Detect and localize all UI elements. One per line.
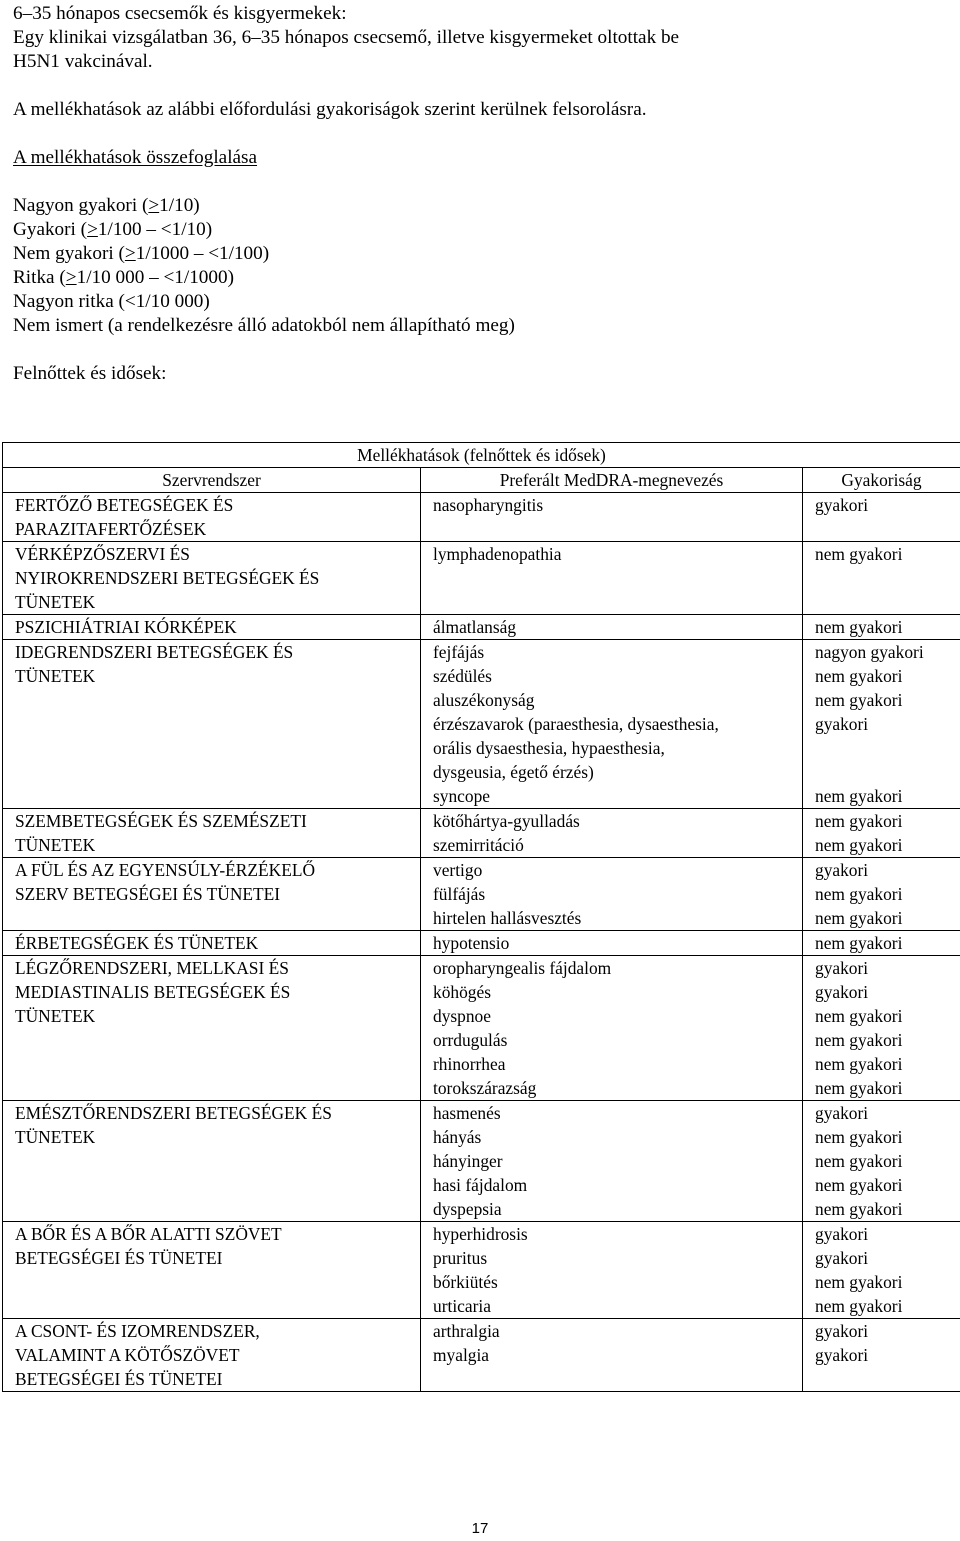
organ-system-cell: IDEGRENDSZERI BETEGSÉGEK ÉS TÜNETEK	[3, 640, 421, 809]
intro-line: A mellékhatások az alábbi előfordulási gyakoriságok szerint kerülnek felsorolásra.	[13, 99, 647, 120]
frequency-item: Nagyon gyakori (>1/10)	[13, 195, 200, 216]
frequency-cell: nem gyakori	[803, 615, 960, 640]
table-row	[3, 640, 960, 809]
intro-line: Egy klinikai vizsgálatban 36, 6–35 hónapos csecsemő, illetve kisgyermeket oltottak be	[13, 27, 680, 48]
organ-system-cell: A BŐR ÉS A BŐR ALATTI SZÖVET BETEGSÉGEI ÉS TÜNETEI	[3, 1222, 421, 1319]
table-title: Mellékhatások (felnőttek és idősek)	[3, 443, 960, 468]
meddra-term-cell: hyperhidrosis pruritus bőrkiütés urticaria	[421, 1222, 803, 1319]
table-row	[3, 858, 960, 931]
frequency-cell: gyakori gyakori nem gyakori nem gyakori nem gyakori nem gyakori	[803, 956, 960, 1101]
organ-system-cell: PSZICHIÁTRIAI KÓRKÉPEK	[3, 615, 421, 640]
frequency-item: Nagyon ritka (<1/10 000)	[13, 291, 210, 312]
organ-system-cell: FERTŐZŐ BETEGSÉGEK ÉS PARAZITAFERTŐZÉSEK	[3, 493, 421, 542]
table-row	[3, 931, 960, 956]
organ-system-cell: LÉGZŐRENDSZERI, MELLKASI ÉS MEDIASTINALIS BETEGSÉGEK ÉS TÜNETEK	[3, 956, 421, 1101]
organ-system-cell: A CSONT- ÉS IZOMRENDSZER, VALAMINT A KÖTŐSZÖVET BETEGSÉGEI ÉS TÜNETEI	[3, 1319, 421, 1392]
column-header: Szervrendszer	[3, 468, 421, 493]
meddra-term-cell: hypotensio	[421, 931, 803, 956]
frequency-list	[13, 194, 959, 338]
meddra-term-cell: fejfájás szédülés aluszékonyság érzészavarok (paraesthesia, dysaesthesia, orális dysaesthesia, hypaesthesia, dysgeusia, égető érzés) syncope	[421, 640, 803, 809]
table-row	[3, 809, 960, 858]
frequency-cell: gyakori gyakori nem gyakori nem gyakori	[803, 1222, 960, 1319]
frequency-cell: gyakori gyakori	[803, 1319, 960, 1392]
table-row	[3, 542, 960, 615]
frequency-cell: nem gyakori	[803, 931, 960, 956]
page-number: 17	[471, 1520, 489, 1537]
frequency-item: Nem ismert (a rendelkezésre álló adatokból nem állapítható meg)	[13, 315, 515, 336]
organ-system-cell: A FÜL ÉS AZ EGYENSÚLY-ÉRZÉKELŐ SZERV BETEGSÉGEI ÉS TÜNETEI	[3, 858, 421, 931]
summary-heading: A mellékhatások összefoglalása	[13, 147, 258, 168]
adverse-reactions-table	[2, 442, 960, 1392]
frequency-item: Ritka (>1/10 000 – <1/1000)	[13, 267, 234, 288]
adults-heading: Felnőttek és idősek:	[13, 363, 167, 384]
meddra-term-cell: álmatlanság	[421, 615, 803, 640]
meddra-term-cell: nasopharyngitis	[421, 493, 803, 542]
meddra-term-cell: kötőhártya-gyulladás szemirritáció	[421, 809, 803, 858]
frequency-cell: nem gyakori nem gyakori	[803, 809, 960, 858]
frequency-cell: nem gyakori	[803, 542, 960, 615]
intro-line: 6–35 hónapos csecsemők és kisgyermekek:	[13, 3, 347, 24]
meddra-term-cell: lymphadenopathia	[421, 542, 803, 615]
frequency-cell: nagyon gyakori nem gyakori nem gyakori gyakori nem gyakori	[803, 640, 960, 809]
table-row	[3, 1319, 960, 1392]
frequency-item: Gyakori (>1/100 – <1/10)	[13, 219, 213, 240]
table-body	[3, 493, 960, 1392]
frequency-cell: gyakori nem gyakori nem gyakori	[803, 858, 960, 931]
meddra-term-cell: hasmenés hányás hányinger hasi fájdalom dyspepsia	[421, 1101, 803, 1222]
meddra-term-cell: oropharyngealis fájdalom köhögés dyspnoe orrdugulás rhinorrhea torokszárazság	[421, 956, 803, 1101]
table-row	[3, 956, 960, 1101]
intro-line: H5N1 vakcinával.	[13, 51, 153, 72]
table-row	[3, 1101, 960, 1222]
organ-system-cell: VÉRKÉPZŐSZERVI ÉS NYIROKRENDSZERI BETEGSÉGEK ÉS TÜNETEK	[3, 542, 421, 615]
table-row	[3, 615, 960, 640]
table-row	[3, 1222, 960, 1319]
frequency-item: Nem gyakori (>1/1000 – <1/100)	[13, 243, 270, 264]
meddra-term-cell: arthralgia myalgia	[421, 1319, 803, 1392]
table-row	[3, 493, 960, 542]
meddra-term-cell: vertigo fülfájás hirtelen hallásvesztés	[421, 858, 803, 931]
column-header: Preferált MedDRA-megnevezés	[421, 468, 803, 493]
organ-system-cell: SZEMBETEGSÉGEK ÉS SZEMÉSZETI TÜNETEK	[3, 809, 421, 858]
document-body	[13, 0, 959, 386]
organ-system-cell: ÉRBETEGSÉGEK ÉS TÜNETEK	[3, 931, 421, 956]
frequency-cell: gyakori nem gyakori nem gyakori nem gyakori nem gyakori	[803, 1101, 960, 1222]
column-header: Gyakoriság	[803, 468, 960, 493]
frequency-cell: gyakori	[803, 493, 960, 542]
organ-system-cell: EMÉSZTŐRENDSZERI BETEGSÉGEK ÉS TÜNETEK	[3, 1101, 421, 1222]
